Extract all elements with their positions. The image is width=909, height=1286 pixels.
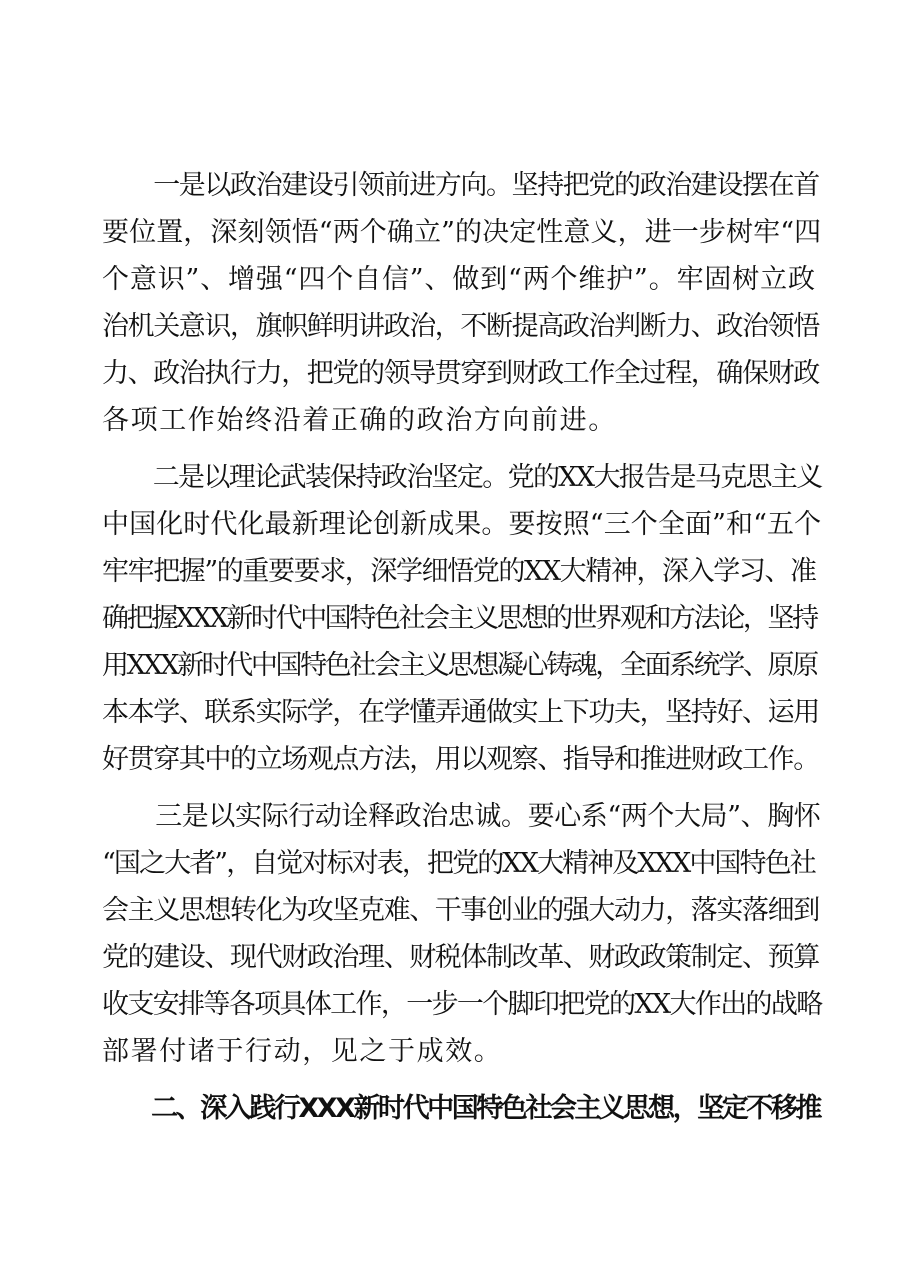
paragraph-theoretical-arming	[102, 454, 822, 783]
text-line: 要位置，深刻领悟“两个确立”的决定性意义，进一步树牢“四	[102, 217, 822, 248]
text-line: 好贯穿其中的立场观点方法，用以观察、指导和推进财政工作。	[102, 744, 819, 775]
text-line: 各项工作始终沿着正确的政治方向前进。	[102, 405, 617, 436]
text-line: 用XXX新时代中国特色社会主义思想凝心铸魂，全面系统学、原原	[102, 650, 817, 681]
text-line: 部署付诸于行动，见之于成效。	[102, 1036, 503, 1067]
text-line: 二是以理论武装保持政治坚定。党的XX大报告是马克思主义	[102, 462, 822, 493]
text-line: 一是以政治建设引领前进方向。坚持把党的政治建设摆在首	[102, 170, 819, 201]
text-line: 力、政治执行力，把党的领导贯穿到财政工作全过程，确保财政	[102, 358, 819, 389]
text-line: 本本学、联系实际学，在学懂弄通做实上下功夫，坚持好、运用	[102, 697, 819, 728]
text-line: 党的建设、现代财政治理、财税体制改革、财政政策制定、预算	[102, 942, 819, 973]
text-line: 收支安排等各项具体工作，一步一个脚印把党的XX大作出的战略	[102, 989, 822, 1020]
text-line: 三是以实际行动诠释政治忠诚。要心系“两个大局”、胸怀	[102, 801, 821, 832]
text-line: 个意识”、增强“四个自信”、做到“两个维护”。牢固树立政	[102, 264, 816, 295]
paragraph-political-construction	[102, 162, 822, 444]
text-line: “国之大者”，自觉对标对表，把党的XX大精神及XXX中国特色社	[102, 848, 815, 879]
paragraph-practical-action	[102, 793, 822, 1075]
text-line: 牢牢把握”的重要要求，深学细悟党的XX大精神，深入学习、准	[102, 556, 816, 587]
heading-line: 二、深入践行XXX新时代中国特色社会主义思想，坚定不移推	[102, 1093, 820, 1124]
document-body	[102, 162, 822, 1142]
text-line: 会主义思想转化为攻坚克难、干事创业的强大动力，落实落细到	[102, 895, 819, 926]
text-line: 中国化时代化最新理论创新成果。要按照“三个全面”和“五个	[102, 509, 822, 540]
text-line: 治机关意识，旗帜鲜明讲政治，不断提高政治判断力、政治领悟	[102, 311, 819, 342]
text-line: 确把握XXX新时代中国特色社会主义思想的世界观和方法论，坚持	[102, 603, 817, 634]
section-heading	[102, 1085, 822, 1132]
